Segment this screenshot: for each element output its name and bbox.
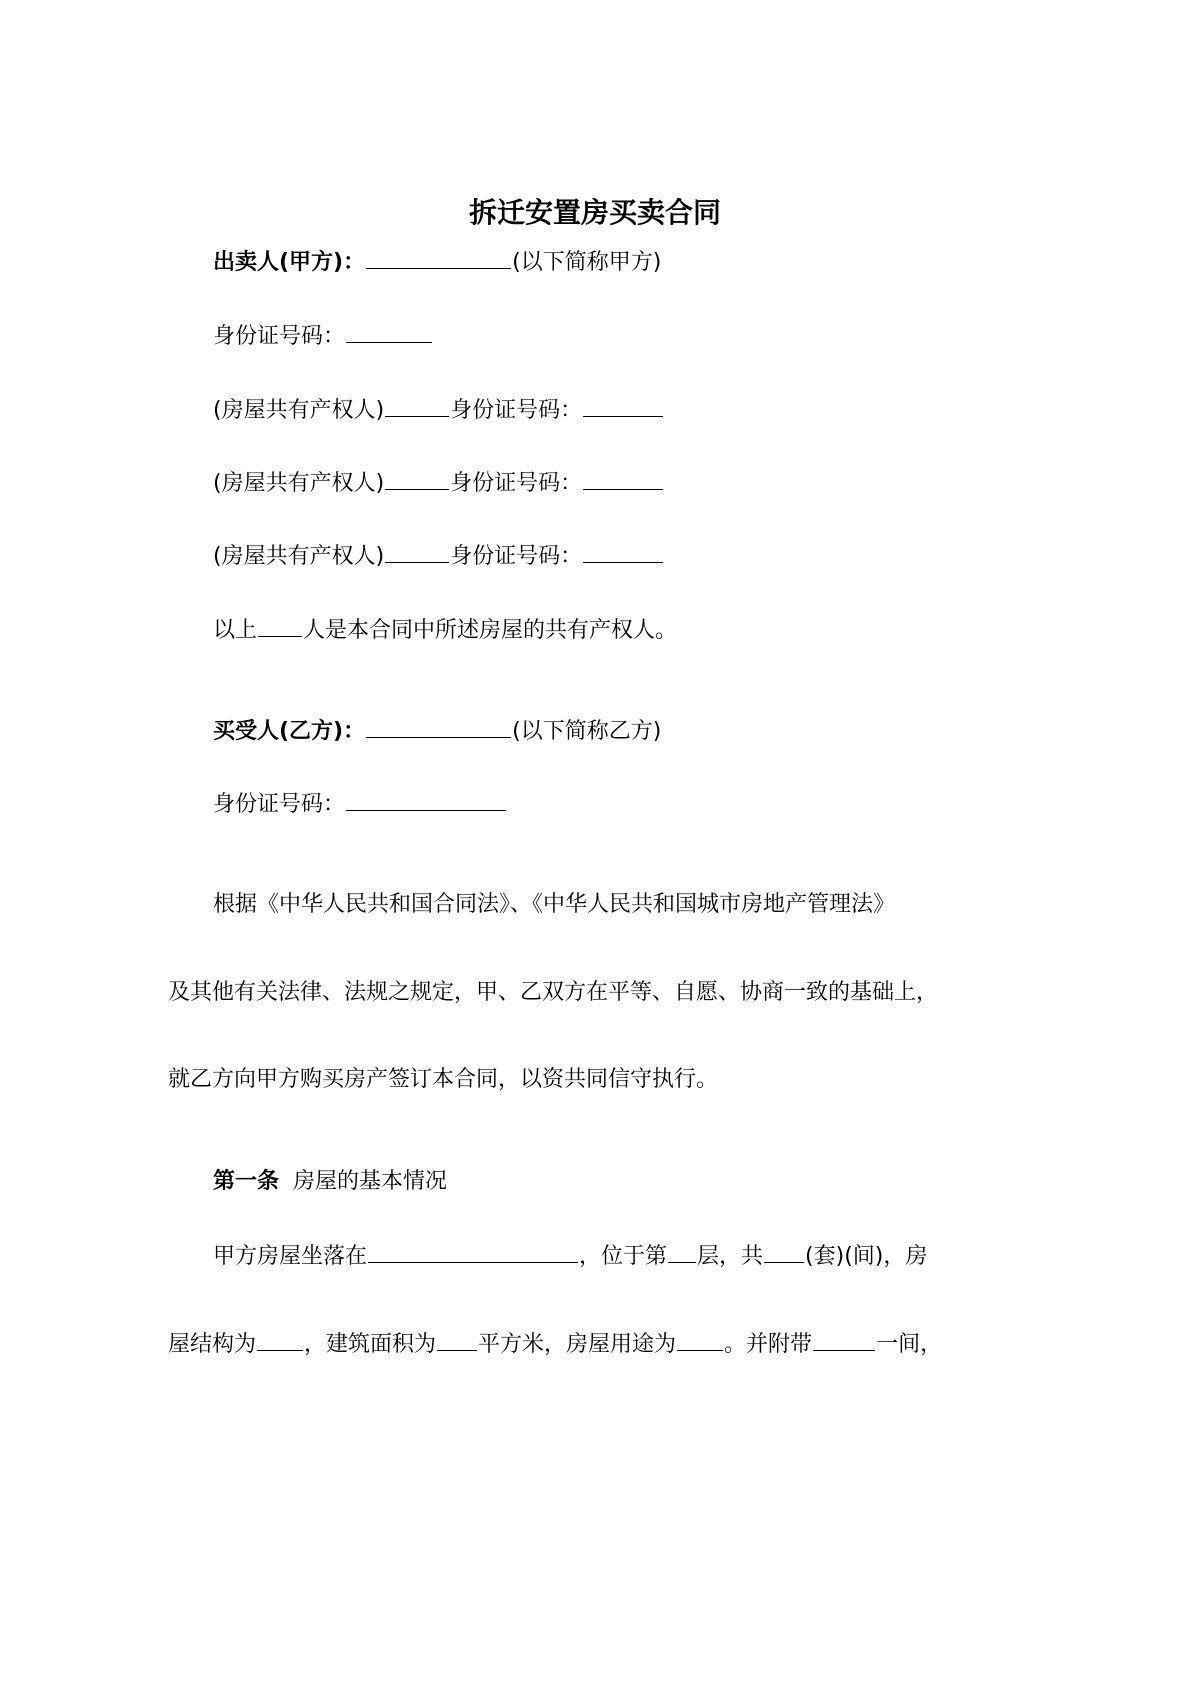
co-owner-name-blank[interactable] [385, 540, 449, 563]
attached-blank[interactable] [813, 1328, 875, 1351]
seller-id-blank[interactable] [346, 320, 432, 343]
co-owner-label: (房屋共有产权人) [213, 544, 385, 569]
document-title: 拆迁安置房买卖合同 [468, 196, 721, 229]
co-owner-name-blank[interactable] [385, 394, 449, 417]
structure-blank[interactable] [257, 1328, 303, 1351]
co-owner-line [213, 394, 664, 426]
usage-label: 平方米，房屋用途为 [478, 1332, 677, 1357]
article-1-heading [213, 1167, 447, 1197]
co-owner-label: (房屋共有产权人) [213, 398, 385, 423]
preamble-line: 就乙方向甲方购买房产签订本合同，以资共同信守执行。 [168, 1067, 719, 1092]
seller-suffix: (以下简称甲方) [512, 250, 662, 275]
total-label: 层，共 [697, 1244, 764, 1269]
co-owner-id-blank[interactable] [583, 394, 663, 417]
units-blank[interactable] [764, 1240, 804, 1263]
buyer-id-line [213, 788, 507, 820]
buyer-id-blank[interactable] [346, 788, 506, 811]
co-owner-id-blank[interactable] [583, 540, 663, 563]
location-blank[interactable] [368, 1240, 578, 1263]
article-1-line-1 [213, 1240, 927, 1272]
co-owner-label: (房屋共有产权人) [213, 471, 385, 496]
co-owner-summary-line [213, 614, 677, 646]
area-blank[interactable] [437, 1328, 477, 1351]
co-owner-summary-prefix: 以上 [213, 618, 258, 643]
seller-id-line [213, 320, 433, 352]
co-owner-name-blank[interactable] [385, 467, 449, 490]
location-label: 甲方房屋坐落在 [213, 1244, 368, 1269]
buyer-name-blank[interactable] [366, 715, 511, 738]
area-label: ，建筑面积为 [304, 1332, 437, 1357]
seller-id-label: 身份证号码： [213, 324, 346, 349]
floor-label: ，位于第 [579, 1244, 668, 1269]
co-owner-line [213, 467, 664, 499]
co-owner-summary-suffix: 人是本合同中所述房屋的共有产权人。 [303, 618, 678, 643]
preamble-line: 根据《中华人民共和国合同法》、《中华人民共和国城市房地产管理法》 [213, 892, 896, 917]
article-1-line-2 [168, 1328, 942, 1360]
structure-label: 屋结构为 [168, 1332, 257, 1357]
buyer-id-label: 身份证号码： [213, 792, 346, 817]
usage-blank[interactable] [677, 1328, 723, 1351]
co-owner-id-label: 身份证号码： [450, 398, 583, 423]
seller-label: 出卖人(甲方)： [213, 250, 366, 275]
co-owner-id-label: 身份证号码： [450, 544, 583, 569]
buyer-line [213, 715, 661, 747]
article-heading: 房屋的基本情况 [293, 1169, 448, 1194]
units-label: (套)(间)，房 [805, 1244, 928, 1269]
attached-label: 。并附带 [724, 1332, 813, 1357]
co-owner-id-blank[interactable] [583, 467, 663, 490]
co-owner-line [213, 540, 664, 572]
preamble-line: 及其他有关法律、法规之规定，甲、乙双方在平等、自愿、协商一致的基础上， [168, 980, 939, 1005]
seller-name-blank[interactable] [366, 246, 511, 269]
buyer-suffix: (以下简称乙方) [512, 719, 662, 744]
co-owner-id-label: 身份证号码： [450, 471, 583, 496]
seller-line [213, 246, 661, 278]
floor-blank[interactable] [668, 1240, 696, 1263]
attached-suffix: 一间， [876, 1332, 943, 1357]
article-number: 第一条 [213, 1169, 280, 1194]
buyer-label: 买受人(乙方)： [213, 719, 366, 744]
co-owner-count-blank[interactable] [258, 614, 302, 637]
